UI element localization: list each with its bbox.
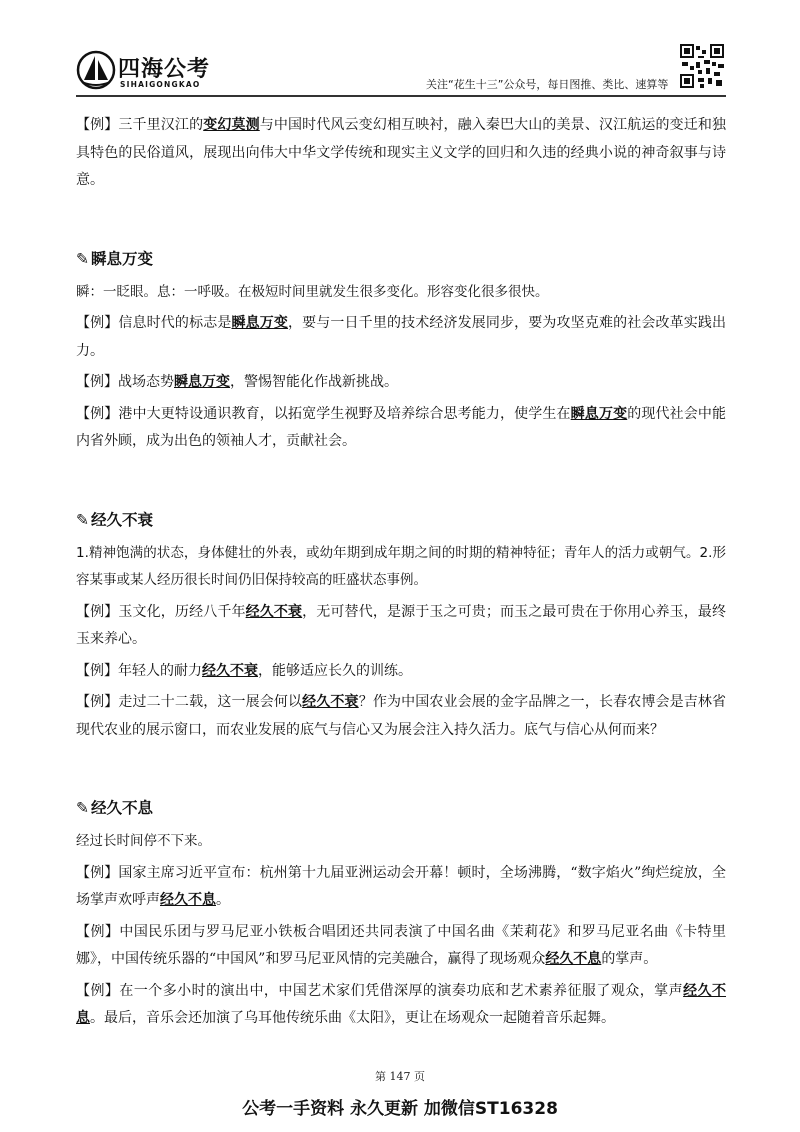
logo-text: 四海公考	[118, 57, 211, 82]
footer-banner: 公考一手资料 永久更新 加微信ST16328	[242, 1099, 558, 1119]
keyword: 经久不衰	[202, 662, 258, 679]
page-content	[76, 112, 726, 1037]
example: 【例】港中大更特设通识教育，以拓宽学生视野及培养综合思考能力，使学生在瞬息万变的现代社会中能内省外顾，成为出色的领袖人才，贡献社会。	[76, 405, 727, 449]
keyword: 瞬息万变	[570, 405, 628, 422]
section-title: ✎ 经久不息	[76, 799, 154, 817]
example: 【例】走过二十二载，这一展会何以经久不衰？作为中国农业会展的金字品牌之一，长春农博会是吉林省现代农业的展示窗口，而农业发展的底气与信心又为展会注入持久活力。底气与信心从何而来？	[76, 694, 727, 738]
keyword: 变幻莫测	[203, 117, 260, 133]
page-number: 第 147 页	[375, 1070, 425, 1083]
definition: 1.精神饱满的状态，身体健壮的外表，或幼年期到成年期之间的时期的精神特征；青年人的活力或朝气。2.形容某事或某人经历很长时间仍旧保持较高的旺盛状态事例。	[76, 544, 726, 588]
keyword: 经久不衰	[245, 603, 303, 620]
keyword: 瞬息万变	[231, 315, 289, 331]
keyword: 经久不息	[160, 892, 216, 908]
example: 【例】在一个多小时的演出中，中国艺术家们凭借深厚的演奏功底和艺术素养征服了观众，掌声经久不息。最后，音乐会还加演了乌耳他传统乐曲《太阳》，更让在场观众一起随着音乐起舞。	[76, 982, 727, 1026]
definition: 瞬：一眨眼。息：一呼吸。在极短时间里就发生很多变化。形容变化很多很快。	[76, 283, 549, 300]
definition: 经过长时间停不下来。	[76, 833, 211, 849]
example: 【例】战场态势瞬息万变，警惕智能化作战新挑战。	[76, 374, 398, 390]
logo-subtext: SIHAIGONGKAO	[120, 80, 201, 89]
pen-icon: ✎	[76, 249, 89, 268]
keyword: 经久不息	[76, 982, 727, 1026]
qr-code-icon	[680, 44, 724, 88]
header-tagline: 关注“花生十三”公众号，每日图推、类比、速算等	[426, 78, 669, 91]
pen-icon: ✎	[76, 799, 89, 817]
section-title: ✎ 经久不衰	[76, 510, 154, 529]
example: 【例】玉文化，历经八千年经久不衰，无可替代，是源于玉之可贵；而玉之最可贵在于你用心养玉，最终玉来养心。	[76, 603, 727, 647]
example: 【例】中国民乐团与罗马尼亚小铁板合唱团还共同表演了中国名曲《茉莉花》和罗马尼亚名曲《卡特里娜》，中国传统乐器的“中国风”和罗马尼亚风情的完美融合，赢得了现场观众经久不息的掌声。	[76, 923, 726, 967]
keyword: 瞬息万变	[174, 374, 230, 390]
example: 【例】年轻人的耐力经久不衰，能够适应长久的训练。	[76, 662, 412, 679]
example: 【例】信息时代的标志是瞬息万变，要与一日千里的技术经济发展同步，要为攻坚克难的社会改革实践出力。	[76, 315, 727, 359]
keyword: 经久不衰	[302, 694, 359, 710]
page-header	[0, 0, 800, 100]
example: 【例】国家主席习近平宣布：杭州第十九届亚洲运动会开幕！顿时，全场沸腾，“数字焰火”绚烂绽放，全场掌声欢呼声经久不息。	[76, 864, 726, 908]
pen-icon: ✎	[76, 510, 89, 529]
intro-example: 【例】三千里汉江的变幻莫测与中国时代风云变幻相互映衬，融入秦巴大山的美景、汉江航运的变迁和独具特色的民俗道风，展现出向伟大中华文学传统和现实主义文学的回归和久违的经典小说的神奇叙事与诗意。	[76, 117, 727, 188]
sailboat-logo-icon	[76, 50, 116, 90]
section-title: ✎ 瞬息万变	[76, 249, 154, 268]
keyword: 经久不息	[545, 951, 602, 967]
header-divider	[76, 95, 726, 97]
